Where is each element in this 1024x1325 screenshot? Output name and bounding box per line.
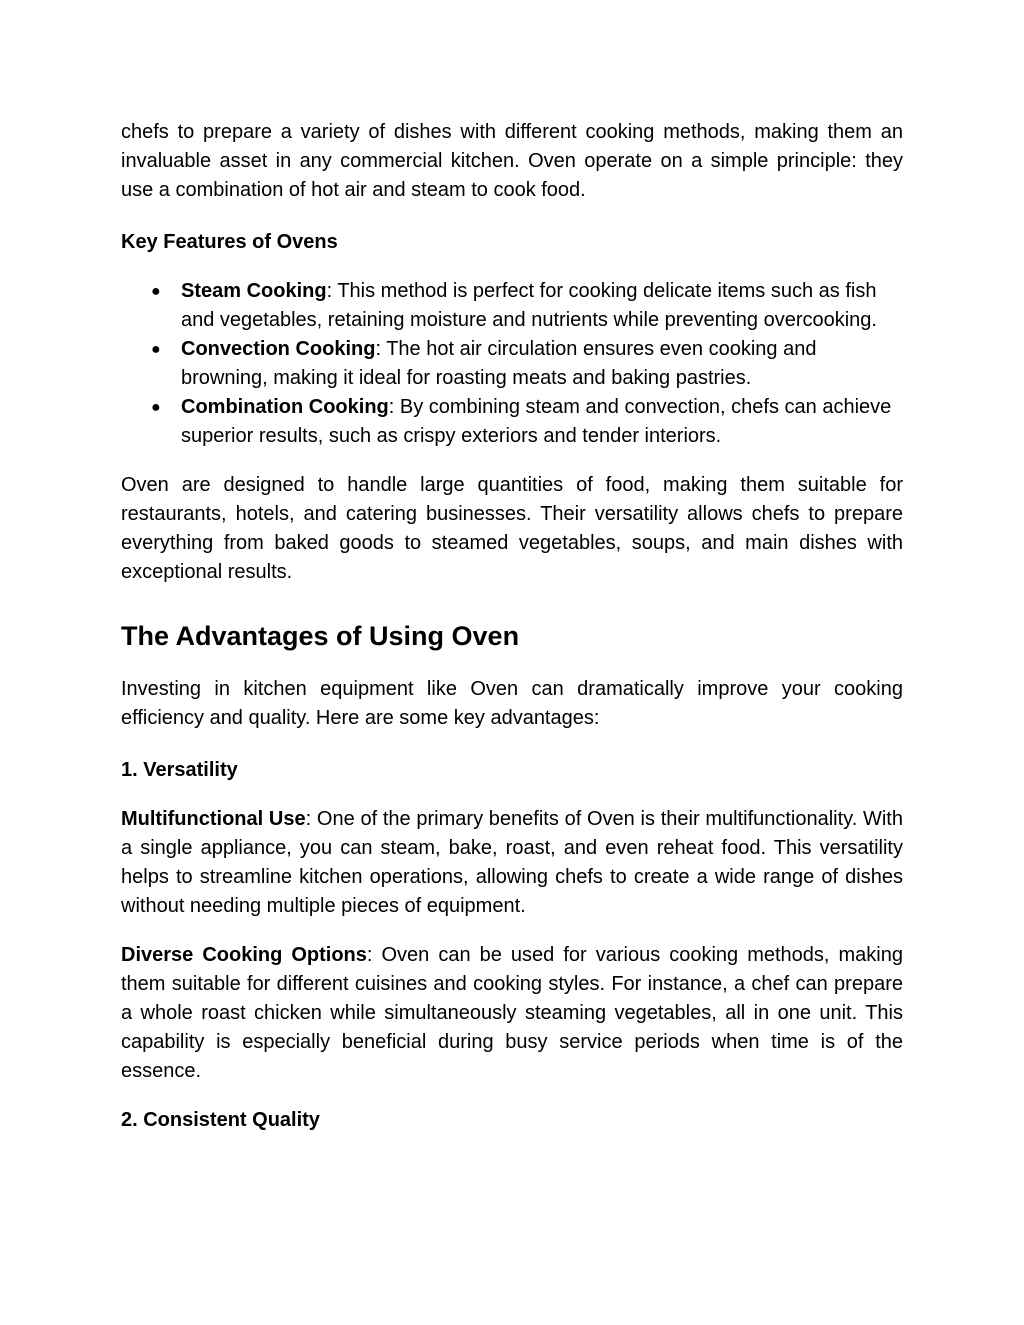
- diverse-term: Diverse Cooking Options: [121, 944, 367, 966]
- key-features-list: [121, 277, 903, 451]
- intro-paragraph: chefs to prepare a variety of dishes with different cooking methods, making them an invaluable asset in any commercial kitchen. Oven operate on a simple principle: they use a combination of hot air and steam to cook food.: [121, 121, 903, 201]
- diverse-paragraph: [121, 941, 903, 1086]
- list-item: [121, 393, 903, 451]
- multifunctional-term: Multifunctional Use: [121, 808, 306, 830]
- list-item: [121, 335, 903, 393]
- multifunctional-text: : One of the primary benefits of Oven is their multifunctionality. With a single appliance, you can steam, bake, roast, and even reheat food. This versatility helps to streamline kitchen operations, allowing chefs to create a wide range of dishes without needing multiple pieces of equipment.: [121, 808, 903, 917]
- advantages-title: The Advantages of Using Oven: [121, 621, 520, 651]
- feature-term: Combination Cooking: [181, 396, 389, 418]
- list-item: [121, 277, 903, 335]
- feature-description: : This method is perfect for cooking delicate items such as fish and vegetables, retaining moisture and nutrients while preventing overcooking.: [181, 280, 877, 331]
- versatility-heading: 1. Versatility: [121, 759, 238, 781]
- key-features-heading: Key Features of Ovens: [121, 231, 338, 253]
- feature-description: : By combining steam and convection, chefs can achieve superior results, such as crispy exteriors and tender interiors.: [181, 396, 892, 447]
- feature-description: : The hot air circulation ensures even cooking and browning, making it ideal for roasting meats and baking pastries.: [181, 338, 817, 389]
- diverse-text: : Oven can be used for various cooking methods, making them suitable for different cuisines and cooking styles. For instance, a chef can prepare a whole roast chicken while simultaneously steaming vegetables, all in one unit. This capability is especially beneficial during busy service periods when time is of the essence.: [121, 944, 903, 1082]
- multifunctional-paragraph: [121, 805, 903, 921]
- feature-term: Convection Cooking: [181, 338, 376, 360]
- advantages-intro: Investing in kitchen equipment like Oven can dramatically improve your cooking efficiency and quality. Here are some key advantages:: [121, 678, 903, 729]
- bullet-icon: ●: [151, 283, 161, 300]
- bullet-icon: ●: [151, 399, 161, 416]
- feature-term: Steam Cooking: [181, 280, 327, 302]
- consistent-quality-heading: 2. Consistent Quality: [121, 1109, 320, 1131]
- document-page: [121, 118, 903, 1155]
- capacity-paragraph: Oven are designed to handle large quantities of food, making them suitable for restaurants, hotels, and catering businesses. Their versatility allows chefs to prepare everything from baked goods to steamed vegetables, soups, and main dishes with exceptional results.: [121, 474, 903, 583]
- bullet-icon: ●: [151, 341, 161, 358]
